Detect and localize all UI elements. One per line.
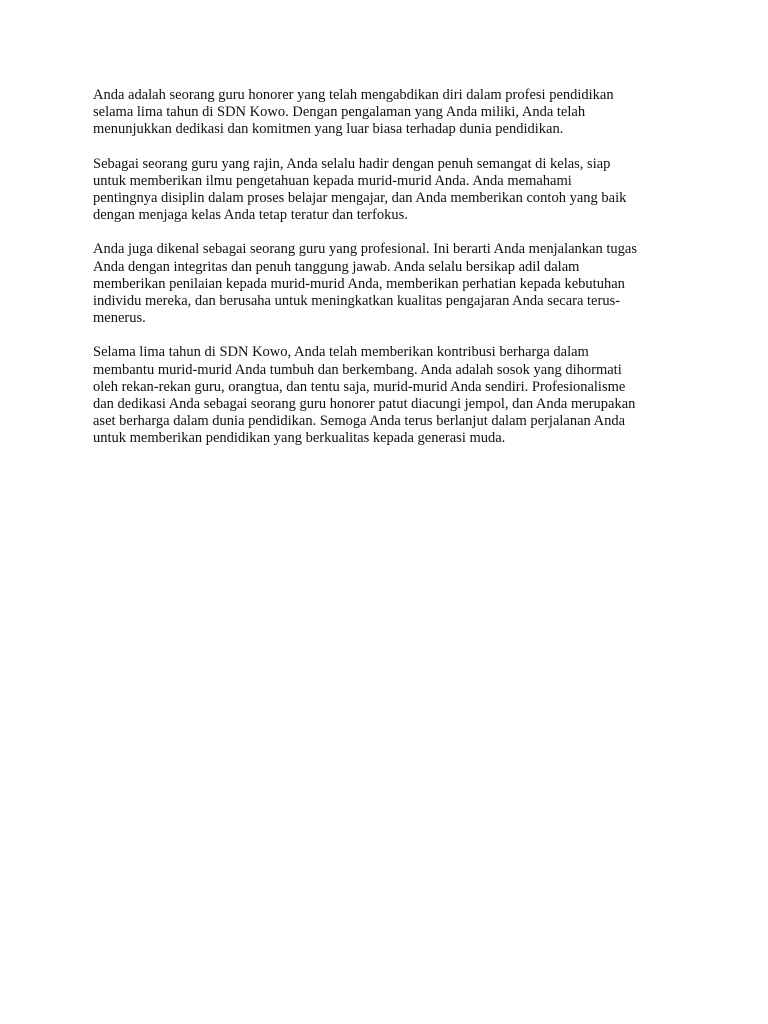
paragraph-3 (93, 241, 683, 327)
text-line: aset berharga dalam dunia pendidikan. Semoga Anda terus berlanjut dalam perjalanan Anda (93, 413, 626, 430)
text-line: pentingnya disiplin dalam proses belajar mengajar, dan Anda memberikan contoh yang baik (93, 190, 627, 207)
text-line: dengan menjaga kelas Anda tetap teratur dan terfokus. (93, 207, 408, 224)
text-line: untuk memberikan ilmu pengetahuan kepada murid-murid Anda. Anda memahami (93, 172, 572, 189)
text-line: Anda dengan integritas dan penuh tanggung jawab. Anda selalu bersikap adil dalam (93, 258, 580, 275)
paragraph-2 (93, 156, 683, 225)
paragraph-4 (93, 344, 683, 447)
text-line: menerus. (93, 310, 146, 327)
document-body (93, 87, 683, 465)
text-line: menunjukkan dedikasi dan komitmen yang luar biasa terhadap dunia pendidikan. (93, 121, 564, 138)
text-line: individu mereka, dan berusaha untuk meningkatkan kualitas pengajaran Anda secara terus- (93, 293, 621, 310)
text-line: dan dedikasi Anda sebagai seorang guru honorer patut diacungi jempol, dan Anda merupakan (93, 396, 636, 413)
text-line: oleh rekan-rekan guru, orangtua, dan tentu saja, murid-murid Anda sendiri. Profesionalisme (93, 378, 626, 395)
text-line: Selama lima tahun di SDN Kowo, Anda telah memberikan kontribusi berharga dalam (93, 344, 589, 361)
text-line: untuk memberikan pendidikan yang berkualitas kepada generasi muda. (93, 430, 506, 447)
text-line: selama lima tahun di SDN Kowo. Dengan pengalaman yang Anda miliki, Anda telah (93, 104, 586, 121)
text-line: Anda adalah seorang guru honorer yang telah mengabdikan diri dalam profesi pendidikan (93, 87, 614, 103)
text-line: memberikan penilaian kepada murid-murid Anda, memberikan perhatian kepada kebutuhan (93, 275, 625, 292)
text-line: Anda juga dikenal sebagai seorang guru yang profesional. Ini berarti Anda menjalankan tugas (93, 241, 637, 258)
text-line: Sebagai seorang guru yang rajin, Anda selalu hadir dengan penuh semangat di kelas, siap (93, 155, 611, 172)
text-line: membantu murid-murid Anda tumbuh dan berkembang. Anda adalah sosok yang dihormati (93, 361, 622, 378)
paragraph-1 (93, 87, 683, 139)
